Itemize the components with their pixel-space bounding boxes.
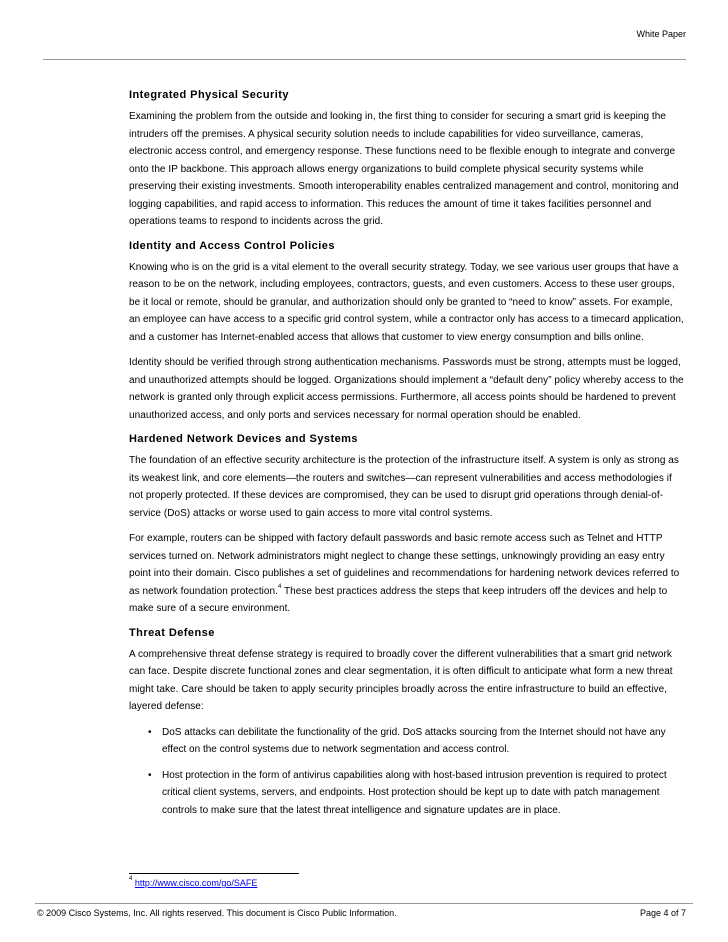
paragraph-with-footnote [129,530,685,618]
footnote-marker: 4 [129,876,133,882]
header-divider [43,59,686,60]
list-item [129,724,685,759]
bullet-list [129,724,685,820]
paragraph: Identity should be verified through strong authentication mechanisms. Passwords must be strong, attempts must be logged, and unauthorized attempts should be logged. Organizations should implement a “default deny” policy whereby access to the network is granted only through explicit access permissions. Furthermore, all access points should be hardened to prevent unauthorized access, and only ports and services necessary for normal operation should be enabled. [129,357,684,421]
list-item-text: DoS attacks can debilitate the functionality of the grid. DoS attacks sourcing from the Internet should not have any effect on the control systems due to network segmentation and access control. [162,726,666,755]
bullet-icon: • [148,726,152,738]
footnote [129,878,257,888]
page-body [129,88,685,827]
paragraph: Examining the problem from the outside and looking in, the first thing to consider for securing a smart grid is keeping the intruders off the premises. A physical security solution needs to include capabilities for video surveillance, cameras, electronic access control, and emergency response. These functions need to be flexible enough to integrate and converge onto the IP backbone. This approach allows energy organizations to build complete physical security systems while preserving their existing investments. Smooth interoperability enables centralized management and control, monitoring and logging capabilities, and rapid access to information. This reduces the amount of time it takes facilities personnel and operations teams to respond to incidents across the grid. [129,111,679,227]
section-heading: Identity and Access Control Policies [129,239,335,252]
paragraph: The foundation of an effective security architecture is the protection of the infrastructure itself. A system is only as strong as its weakest link, and core elements—the routers and switches—can represent vulnerabilities and access methodologies if not properly protected. If these devices are compromised, they can be used to disrupt grid operations through denial-of-service (DoS) attacks or worse used to gain access to more vital control systems. [129,455,679,519]
footnote-link[interactable]: http://www.cisco.com/go/SAFE [134,878,258,888]
section-identity-access [129,239,685,425]
page-number: Page 4 of 7 [639,908,686,918]
section-physical-security [129,88,685,231]
paragraph-text: These best practices address the steps that keep intruders off the devices and help to make sure of a secure environment. [129,585,668,614]
list-item-text: Host protection in the form of antivirus capabilities along with host-based intrusion prevention is required to protect critical client systems, servers, and endpoints. Host protection should be kept up to date with patch management controls to make sure that the latest threat intelligence and signature updates are in place. [162,769,667,816]
section-heading: Integrated Physical Security [129,89,289,101]
section-heading: Hardened Network Devices and Systems [129,433,358,445]
section-threat-defense [129,626,685,820]
footnote-reference[interactable]: 4 [277,583,282,590]
copyright-notice: © 2009 Cisco Systems, Inc. All rights reserved. This document is Cisco Public Information. [37,908,397,918]
document-type-label: White Paper [636,29,686,39]
section-heading: Threat Defense [129,626,215,639]
bullet-icon: • [148,769,152,781]
section-hardened-devices [129,432,685,618]
footnote-divider [129,873,299,874]
paragraph: A comprehensive threat defense strategy is required to broadly cover the different vulnerabilities that a smart grid network can face. Despite discrete functional zones and clear segmentation, it is often difficult to anticipate what form a new threat might take. Care should be taken to apply security principles broadly across the entire infrastructure to build an effective, layered defense: [129,648,673,712]
footer-divider [35,903,693,904]
list-item [129,767,685,820]
paragraph: Knowing who is on the grid is a vital element to the overall security strategy. Today, we see various user groups that have a reason to be on the network, including employees, contractors, guests, and even customers. Access to these user groups, be it local or remote, should be granular, and authorization should only be granted to “need to know” assets. For example, an employee can have access to a specific grid control system, while a contractor only has access to a timecard application, and a customer has Internet-enabled access that allows that customer to view energy consumption and bills online. [129,261,684,343]
paragraph-text: For example, routers can be shipped with factory default passwords and basic remote access such as Telnet and HTTP services turned on. Network administrators might neglect to change these settings, unknowingly providing an easy entry point into their domain. Cisco publishes a set of guidelines and recommendations for hardening network devices referred to as network foundation protection. [129,533,680,597]
